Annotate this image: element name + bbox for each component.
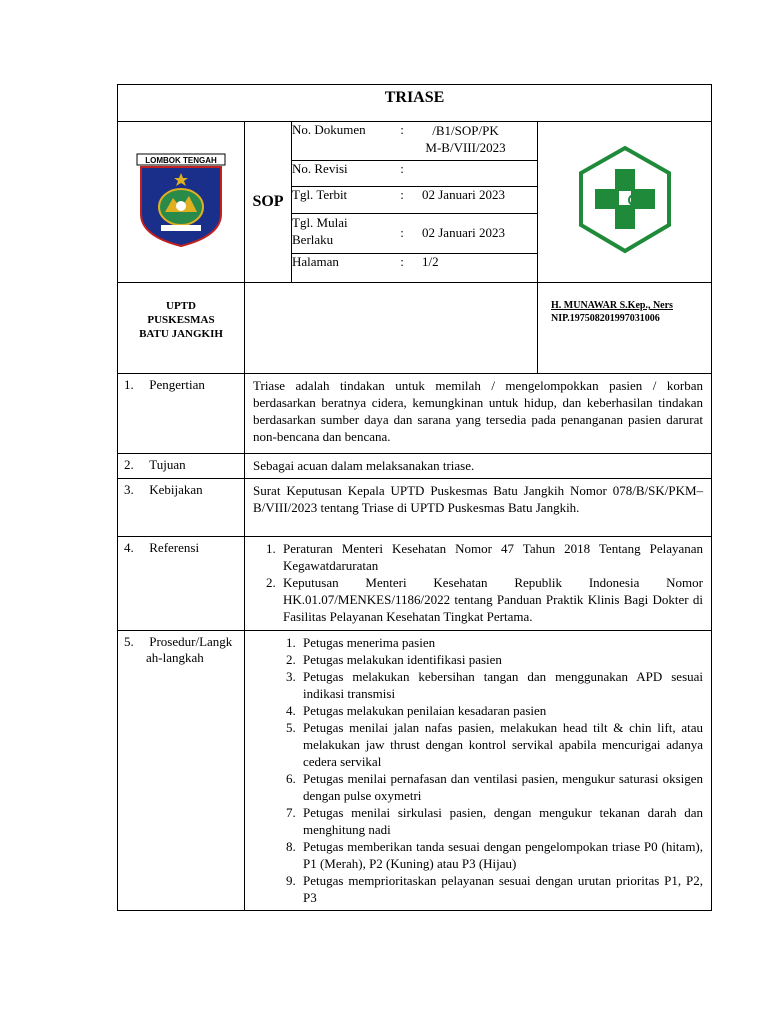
section-label-referensi [118, 537, 245, 631]
org-line-2: PUSKESMAS [147, 314, 215, 326]
meta-colon: : [390, 213, 414, 253]
meta-row-halaman [292, 253, 537, 278]
list-item: 6. Petugas menilai pernafasan dan ventilasi pasien, mengukur saturasi oksigen dengan pulse oxymetri [299, 770, 703, 804]
section-number: 4. [124, 540, 134, 555]
section-content-tujuan: Sebagai acuan dalam melaksanakan triase. [245, 454, 712, 479]
meta-row-dokumen [292, 122, 537, 160]
meta-label: Tgl. Terbit [292, 186, 390, 213]
section-content-kebijakan: Surat Keputusan Kepala UPTD Puskesmas Batu Jangkih Nomor 078/B/SK/PKM– B/VIII/2023 tentang Triase di UPTD Puskesmas Batu Jangkih. [245, 479, 712, 537]
section-label-prosedur [118, 631, 245, 911]
regency-logo-cell [118, 122, 245, 283]
list-item: 7. Petugas menilai sirkulasi pasien, dengan mengukur tekanan darah dan menghitung nadi [299, 804, 703, 838]
section-number: 3. [124, 482, 134, 497]
meta-value: 1/2 [422, 253, 439, 269]
doc-number-value: /B1/SOP/PK M-B/VIII/2023 [425, 123, 506, 155]
meta-value: 02 Januari 2023 [414, 213, 537, 253]
list-item: 8. Petugas memberikan tanda sesuai dengan pengelompokan triase P0 (hitam), P1 (Merah), P2 (Kuning) atau P3 (Hijau) [299, 838, 703, 872]
sop-label: SOP [245, 122, 292, 283]
logo-region-text: LOMBOK TENGAH [145, 155, 217, 165]
meta-table [292, 122, 537, 278]
org-line-1: UPTD [166, 300, 196, 312]
section-title: Prosedur/Langk [149, 634, 233, 649]
section-title: Kebijakan [149, 482, 203, 497]
list-item: 5. Petugas menilai jalan nafas pasien, melakukan head tilt & chin lift, atau melakukan jaw thrust dengan kontrol servikal apabila mencurigai adanya cedera servikal [299, 719, 703, 770]
referensi-list [253, 540, 703, 625]
section-label-tujuan [118, 454, 245, 479]
document-title: TRIASE [118, 85, 712, 122]
section-content-referensi [245, 537, 712, 631]
meta-value [414, 122, 537, 160]
section-label-pengertian [118, 374, 245, 454]
section-title: Referensi [149, 540, 200, 555]
approval-blank-cell [245, 283, 538, 374]
list-item: 3. Petugas melakukan kebersihan tangan dan menggunakan APD sesuai indikasi transmisi [299, 668, 703, 702]
section-title: Tujuan [149, 457, 186, 472]
list-item: 9. Petugas memprioritaskan pelayanan sesuai dengan urutan prioritas P1, P2, P3 [299, 872, 703, 906]
puskesmas-logo-cell [538, 122, 712, 283]
org-line-3: BATU JANGKIH [139, 328, 223, 340]
meta-colon: : [400, 253, 404, 269]
meta-label: No. Revisi [292, 160, 390, 186]
meta-label: Halaman [292, 253, 339, 269]
meta-row-revisi [292, 160, 537, 186]
list-item: 4. Petugas melakukan penilaian kesadaran pasien [299, 702, 703, 719]
meta-value: 02 Januari 2023 [414, 186, 537, 213]
list-item: 1. Petugas menerima pasien [299, 634, 703, 651]
meta-colon: : [390, 122, 414, 160]
list-item: 2. Keputusan Menteri Kesehatan Republik Indonesia Nomor HK.01.07/MENKES/1186/2022 tentang Panduan Praktik Klinis Bagi Dokter di Fasilitas Pelayanan Kesehatan Tingkat Pertama. [279, 574, 703, 625]
regency-emblem-icon [135, 152, 227, 248]
meta-row-terbit [292, 186, 537, 213]
prosedur-list [273, 634, 703, 906]
meta-colon: : [390, 186, 414, 213]
signatory-nip: NIP.197508201997031006 [551, 313, 660, 324]
section-title: Pengertian [149, 377, 205, 392]
section-number: 2. [124, 457, 134, 472]
organization-name [118, 283, 245, 374]
section-content-pengertian: Triase adalah tindakan untuk memilah / mengelompokkan pasien / korban berdasarkan beratnya cidera, kemungkinan untuk hidup, dan keberhasilan tindakan berdasarkan sumber daya dan sarana yang tersedia pada penanganan pasien darurat non-bencana dan bencana. [245, 374, 712, 454]
signatory-cell [538, 283, 712, 374]
meta-label: No. Dokumen [292, 122, 390, 160]
section-number: 5. [124, 634, 134, 649]
meta-cell [292, 122, 538, 283]
section-content-prosedur [245, 631, 712, 911]
section-label-kebijakan [118, 479, 245, 537]
sop-document [117, 84, 711, 911]
meta-row-mulai [292, 213, 537, 253]
section-title-cont: ah-langkah [146, 650, 204, 665]
puskesmas-logo-icon [577, 145, 673, 255]
signatory-name: H. MUNAWAR S.Kep., Ners [551, 300, 673, 311]
list-item: 1. Peraturan Menteri Kesehatan Nomor 47 Tahun 2018 Tentang Pelayanan Kegawatdaruratan [279, 540, 703, 574]
sop-table [117, 84, 712, 911]
meta-colon: : [390, 160, 414, 186]
meta-label: Tgl. Mulai Berlaku [292, 213, 390, 253]
list-item: 2. Petugas melakukan identifikasi pasien [299, 651, 703, 668]
section-number: 1. [124, 377, 134, 392]
meta-value [414, 160, 537, 186]
